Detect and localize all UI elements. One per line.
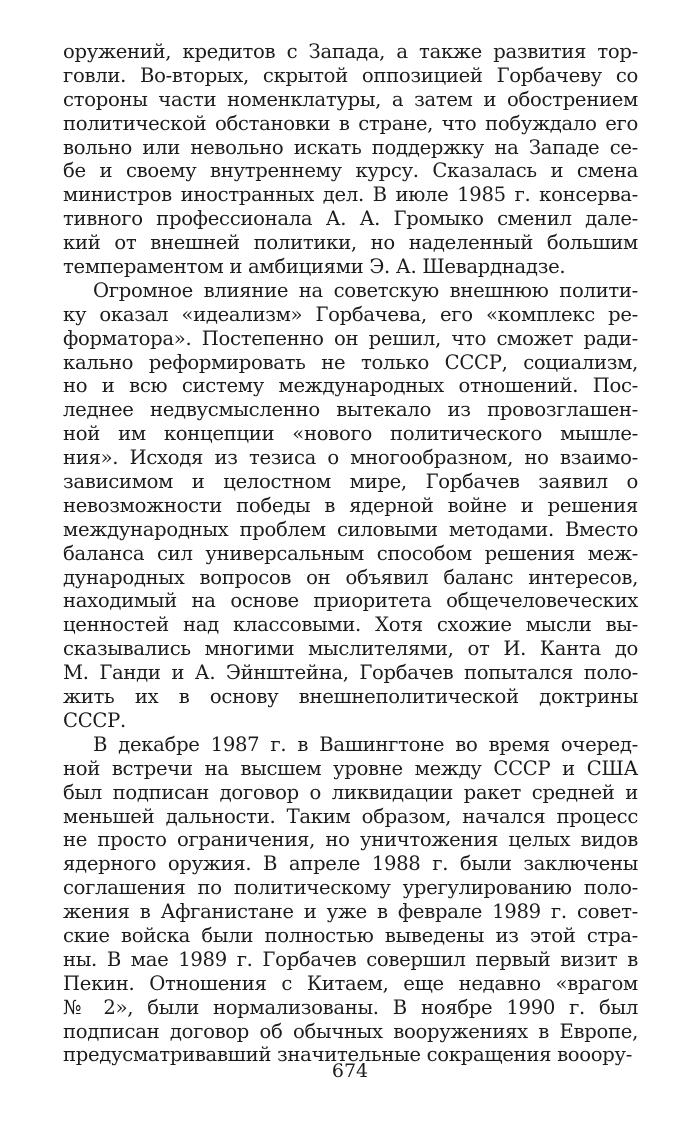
text-line: политической обстановки в стране, что побуждало его <box>63 111 638 135</box>
text-line: № 2», были нормализованы. В ноябре 1990 г. был <box>63 995 638 1019</box>
text-line: ной встречи на высшем уровне между СССР и США <box>63 756 638 780</box>
text-line: тивного профессионала А. А. Громыко сменил дале- <box>63 207 638 231</box>
text-line: жить их в основу внешнеполитической доктрины <box>63 685 638 709</box>
text-line: Пекин. Отношения с Китаем, еще недавно «врагом <box>63 971 638 995</box>
text-line: был подписан договор о ликвидации ракет средней и <box>63 780 638 804</box>
text-line: предусматривавший значительные сокращения вооору- <box>63 1043 633 1067</box>
text-line: баланса сил универсальным способом решения меж- <box>63 541 638 565</box>
paragraph <box>63 279 638 733</box>
text-line: В декабре 1987 г. в Вашингтоне во время очеред- <box>93 732 638 756</box>
text-line: бе и своему внутреннему курсу. Сказалась и смена <box>63 159 638 183</box>
text-line: темпераментом и амбициями Э. А. Шеварднадзе. <box>63 255 566 279</box>
text-line: ядерного оружия. В апреле 1988 г. были заключены <box>63 852 638 876</box>
text-line: дународных вопросов он объявил баланс интересов, <box>63 565 638 589</box>
text-line: зависимом и целостном мире, Горбачев заявил о <box>63 470 638 494</box>
text-line: оружений, кредитов с Запада, а также развития тор- <box>63 40 638 63</box>
text-line: жения в Афганистане и уже в феврале 1989 г. совет- <box>63 900 638 924</box>
text-line: СССР. <box>63 708 126 732</box>
text-line: Огромное влияние на советскую внешнюю полити- <box>93 278 638 302</box>
text-line: сказывались многими мыслителями, от И. Канта до <box>63 637 638 661</box>
text-line: находимый на основе приоритета общечеловеческих <box>63 589 638 613</box>
page-number: 674 <box>331 1060 369 1082</box>
text-line: министров иностранных дел. В июле 1985 г. консерва- <box>63 183 638 207</box>
text-line: ку оказал «идеализм» Горбачева, его «комплекс ре- <box>63 302 638 326</box>
paragraph <box>63 733 638 1067</box>
text-line: стороны части номенклатуры, а затем и обострением <box>63 87 638 111</box>
text-line: ны. В мае 1989 г. Горбачев совершил первый визит в <box>63 947 638 971</box>
text-line: вольно или невольно искать поддержку на Западе се- <box>63 135 638 159</box>
text-line: меньшей дальности. Таким образом, начался процесс <box>63 804 638 828</box>
text-line: М. Ганди и А. Эйнштейна, Горбачев попытался поло- <box>63 661 638 685</box>
text-line: говли. Во-вторых, скрытой оппозицией Горбачеву со <box>63 63 638 87</box>
text-line: ценностей над классовыми. Хотя схожие мысли вы- <box>63 613 638 637</box>
text-line: кий от внешней политики, но наделенный большим <box>63 231 638 255</box>
text-line: невозможности победы в ядерной войне и решения <box>63 493 638 517</box>
text-line: ной им концепции «нового политического мышле- <box>63 422 638 446</box>
text-line: ские войска были полностью выведены из этой стра- <box>63 923 638 947</box>
paragraph <box>63 40 638 279</box>
text-line: кально реформировать не только СССР, социализм, <box>63 350 638 374</box>
text-line: но и всю систему международных отношений. Пос- <box>63 374 638 398</box>
text-line: форматора». Постепенно он решил, что сможет ради- <box>63 326 638 350</box>
text-line: международных проблем силовыми методами. Вместо <box>63 517 638 541</box>
body-text <box>63 40 638 1067</box>
text-line: соглашения по политическому урегулированию поло- <box>63 876 638 900</box>
text-line: ния». Исходя из тезиса о многообразном, но взаимо- <box>63 446 638 470</box>
text-line: леднее недвусмысленно вытекало из провозглашен- <box>63 398 638 422</box>
text-line: не просто ограничения, но уничтожения целых видов <box>63 828 638 852</box>
text-line: подписан договор об обычных вооружениях в Европе, <box>63 1019 638 1043</box>
